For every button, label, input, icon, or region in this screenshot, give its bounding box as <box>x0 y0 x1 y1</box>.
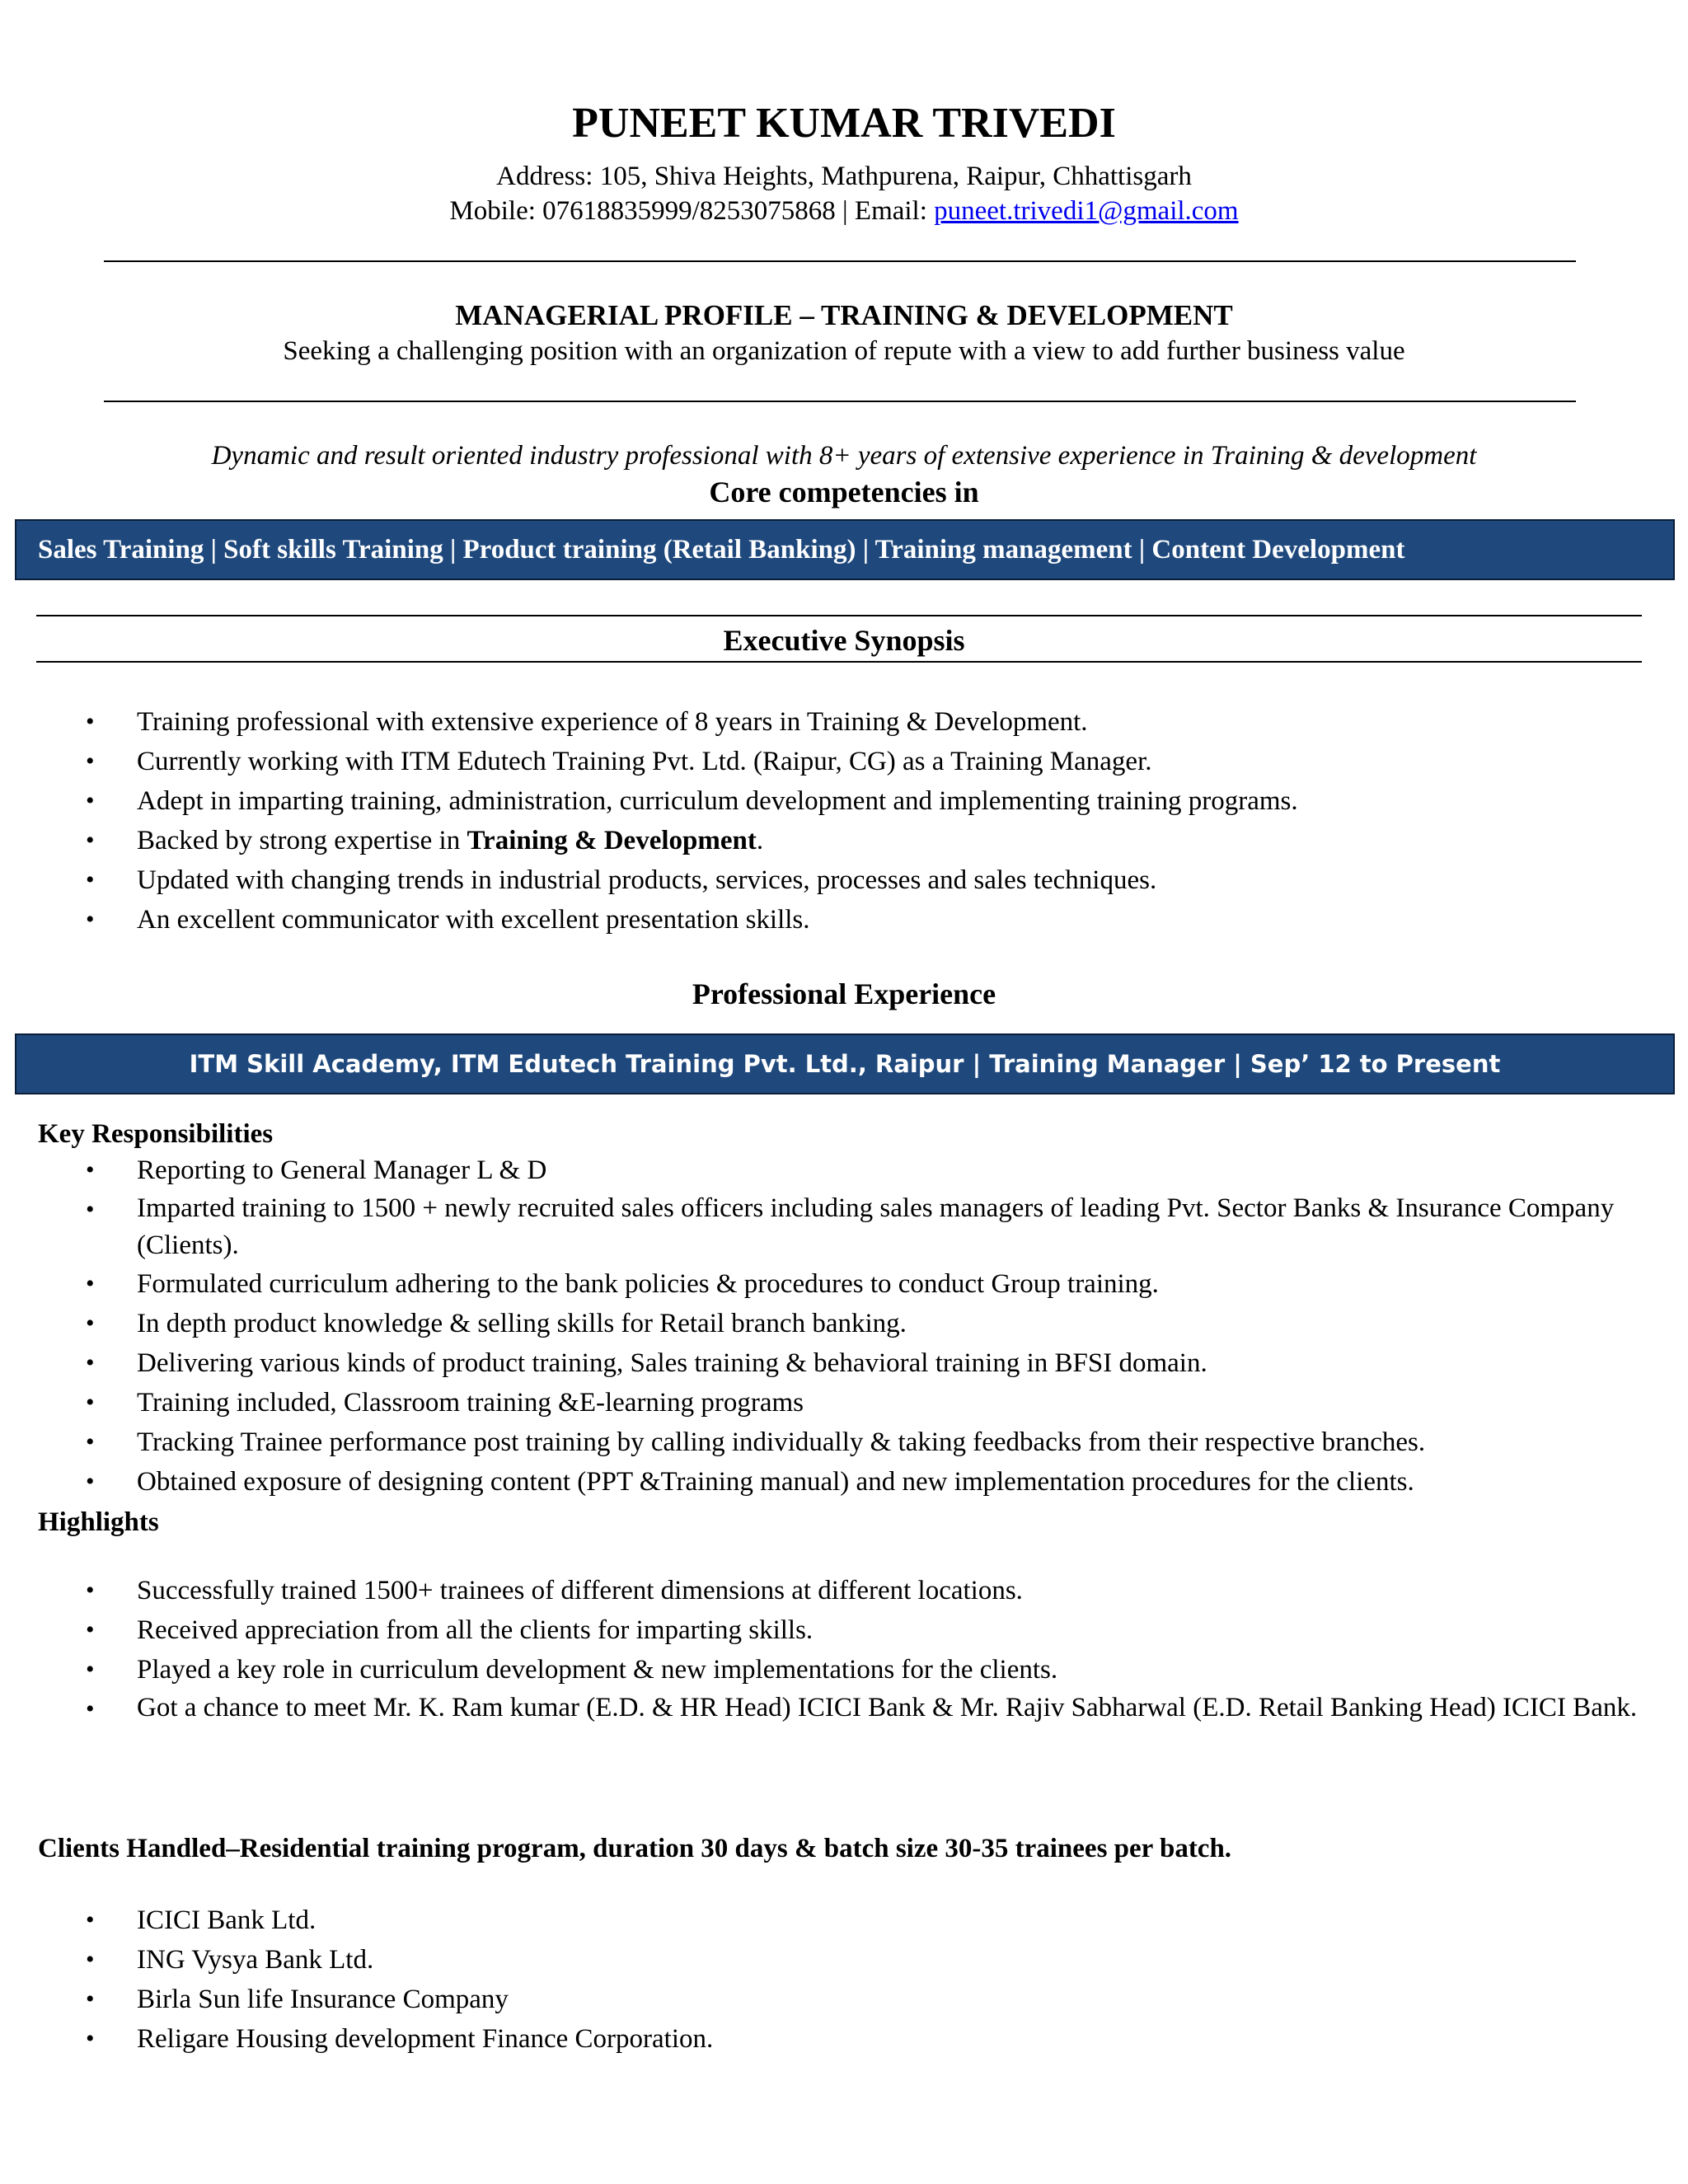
responsibilities-list <box>0 1151 1688 1502</box>
job-title-bar: ITM Skill Academy, ITM Edutech Training Pvt. Ltd., Raipur | Training Manager | Sep’ 12 to Present <box>15 1033 1675 1094</box>
bullet-icon: • <box>86 2025 95 2052</box>
list-item-text: Training professional with extensive experience of 8 years in Training & Development. <box>137 707 1088 737</box>
list-item <box>0 781 1688 821</box>
divider <box>36 661 1642 663</box>
bullet-icon: • <box>86 1656 95 1683</box>
list-item-text: Obtained exposure of designing content (PPT &Training manual) and new implementation procedures for the clients. <box>137 1467 1414 1497</box>
core-competencies-heading: Core competencies in <box>709 476 979 509</box>
list-item-text: Birla Sun life Insurance Company <box>137 1985 509 2014</box>
list-item-text: Played a key role in curriculum development & new implementations for the clients. <box>137 1655 1058 1685</box>
clients-list <box>0 1900 1688 2059</box>
list-item <box>0 1690 1688 1727</box>
highlights-heading: Highlights <box>38 1507 159 1537</box>
list-item-text: Formulated curriculum adhering to the bank policies & procedures to conduct Group training. <box>137 1269 1159 1299</box>
bullet-icon: • <box>86 827 95 854</box>
profile-objective: Seeking a challenging position with an organization of repute with a view to add further business value <box>283 336 1405 366</box>
bullet-icon: • <box>86 1270 95 1297</box>
bullet-icon: • <box>86 1616 95 1643</box>
mobile-text: Mobile: 07618835999/8253075868 | Email: <box>449 196 935 226</box>
list-item <box>0 1264 1688 1304</box>
list-item <box>0 1343 1688 1383</box>
bullet-icon: • <box>86 1946 95 1973</box>
bullet-icon: • <box>86 1695 95 1722</box>
profile-title: MANAGERIAL PROFILE – TRAINING & DEVELOPMENT <box>455 299 1233 331</box>
clients-handled-heading: Clients Handled–Residential training program, duration 30 days & batch size 30-35 trainees per batch. <box>38 1834 1232 1863</box>
bullet-icon: • <box>86 1389 95 1416</box>
list-item <box>0 742 1688 781</box>
core-competencies-bar: Sales Training | Soft skills Training | Product training (Retail Banking) | Training management | Content Development <box>15 519 1675 580</box>
bullet-icon: • <box>86 1156 95 1183</box>
bullet-icon: • <box>86 1349 95 1376</box>
list-item <box>0 821 1688 860</box>
bullet-icon: • <box>86 1310 95 1337</box>
list-item <box>0 2019 1688 2059</box>
synopsis-list <box>0 702 1688 940</box>
professional-experience-heading: Professional Experience <box>692 977 996 1010</box>
key-responsibilities-heading: Key Responsibilities <box>38 1119 274 1149</box>
contact-line <box>0 194 1688 228</box>
list-item-text: Training included, Classroom training &E-learning programs <box>137 1388 804 1418</box>
candidate-name: PUNEET KUMAR TRIVEDI <box>572 100 1116 147</box>
list-item <box>0 1190 1688 1264</box>
list-item <box>0 1422 1688 1462</box>
list-item <box>0 702 1688 742</box>
bullet-icon: • <box>86 708 95 735</box>
bullet-icon: • <box>86 787 95 814</box>
list-item <box>0 1462 1688 1502</box>
list-item-text: ING Vysya Bank Ltd. <box>137 1945 374 1975</box>
list-item-text: Reporting to General Manager L & D <box>137 1155 547 1185</box>
list-item-text: Got a chance to meet Mr. K. Ram kumar (E.D. & HR Head) ICICI Bank & Mr. Rajiv Sabharwal (E.D. Retail Banking Head) ICICI Bank. <box>137 1693 1638 1722</box>
list-item-text: Backed by strong expertise in <box>137 826 467 855</box>
list-item-text: Successfully trained 1500+ trainees of different dimensions at different locations. <box>137 1576 1023 1605</box>
list-item <box>0 1980 1688 2019</box>
list-item-text: Delivering various kinds of product training, Sales training & behavioral training in BFSI domain. <box>137 1348 1207 1378</box>
divider <box>104 401 1576 402</box>
bullet-icon: • <box>86 748 95 775</box>
summary-statement: Dynamic and result oriented industry professional with 8+ years of extensive experience in Training & development <box>211 441 1477 471</box>
list-item <box>0 1304 1688 1343</box>
bullet-icon: • <box>86 906 95 933</box>
divider <box>36 615 1642 616</box>
list-item-text: An excellent communicator with excellent presentation skills. <box>137 905 810 935</box>
list-item-text: Currently working with ITM Edutech Training Pvt. Ltd. (Raipur, CG) as a Training Manager. <box>137 747 1152 776</box>
executive-synopsis-heading: Executive Synopsis <box>723 624 965 657</box>
list-item-text: Received appreciation from all the clients for imparting skills. <box>137 1615 814 1645</box>
list-item-text: . <box>756 826 764 855</box>
address-line: Address: 105, Shiva Heights, Mathpurena, Raipur, Chhattisgarh <box>496 162 1192 191</box>
list-item <box>0 1610 1688 1650</box>
bullet-icon: • <box>86 1428 95 1455</box>
list-item-text: ICICI Bank Ltd. <box>137 1905 316 1935</box>
list-item-bold-text: Training & Development <box>467 826 757 855</box>
list-item-text: Updated with changing trends in industrial products, services, processes and sales techniques. <box>137 865 1157 895</box>
list-item-text: Imparted training to 1500 + newly recruited sales officers including sales managers of leading Pvt. Sector Banks & Insurance Company (Clients). <box>137 1193 1615 1260</box>
list-item <box>0 1940 1688 1980</box>
list-item-text: In depth product knowledge & selling skills for Retail branch banking. <box>137 1309 907 1338</box>
email-link[interactable]: puneet.trivedi1@gmail.com <box>934 196 1239 226</box>
bullet-icon: • <box>86 1468 95 1495</box>
list-item <box>0 1151 1688 1190</box>
list-item <box>0 1900 1688 1940</box>
divider <box>104 260 1576 262</box>
bullet-icon: • <box>86 1196 95 1223</box>
bullet-icon: • <box>86 1985 95 2013</box>
bullet-icon: • <box>86 866 95 893</box>
bullet-icon: • <box>86 1906 95 1933</box>
list-item <box>0 860 1688 900</box>
list-item <box>0 900 1688 940</box>
list-item <box>0 1650 1688 1690</box>
list-item <box>0 1383 1688 1422</box>
bullet-icon: • <box>86 1577 95 1604</box>
highlights-list <box>0 1571 1688 1727</box>
list-item-text: Adept in imparting training, administration, curriculum development and implementing training programs. <box>137 786 1298 816</box>
list-item-text: Religare Housing development Finance Corporation. <box>137 2024 714 2054</box>
list-item-text: Tracking Trainee performance post training by calling individually & taking feedbacks from their respective branches. <box>137 1427 1426 1457</box>
list-item <box>0 1571 1688 1610</box>
